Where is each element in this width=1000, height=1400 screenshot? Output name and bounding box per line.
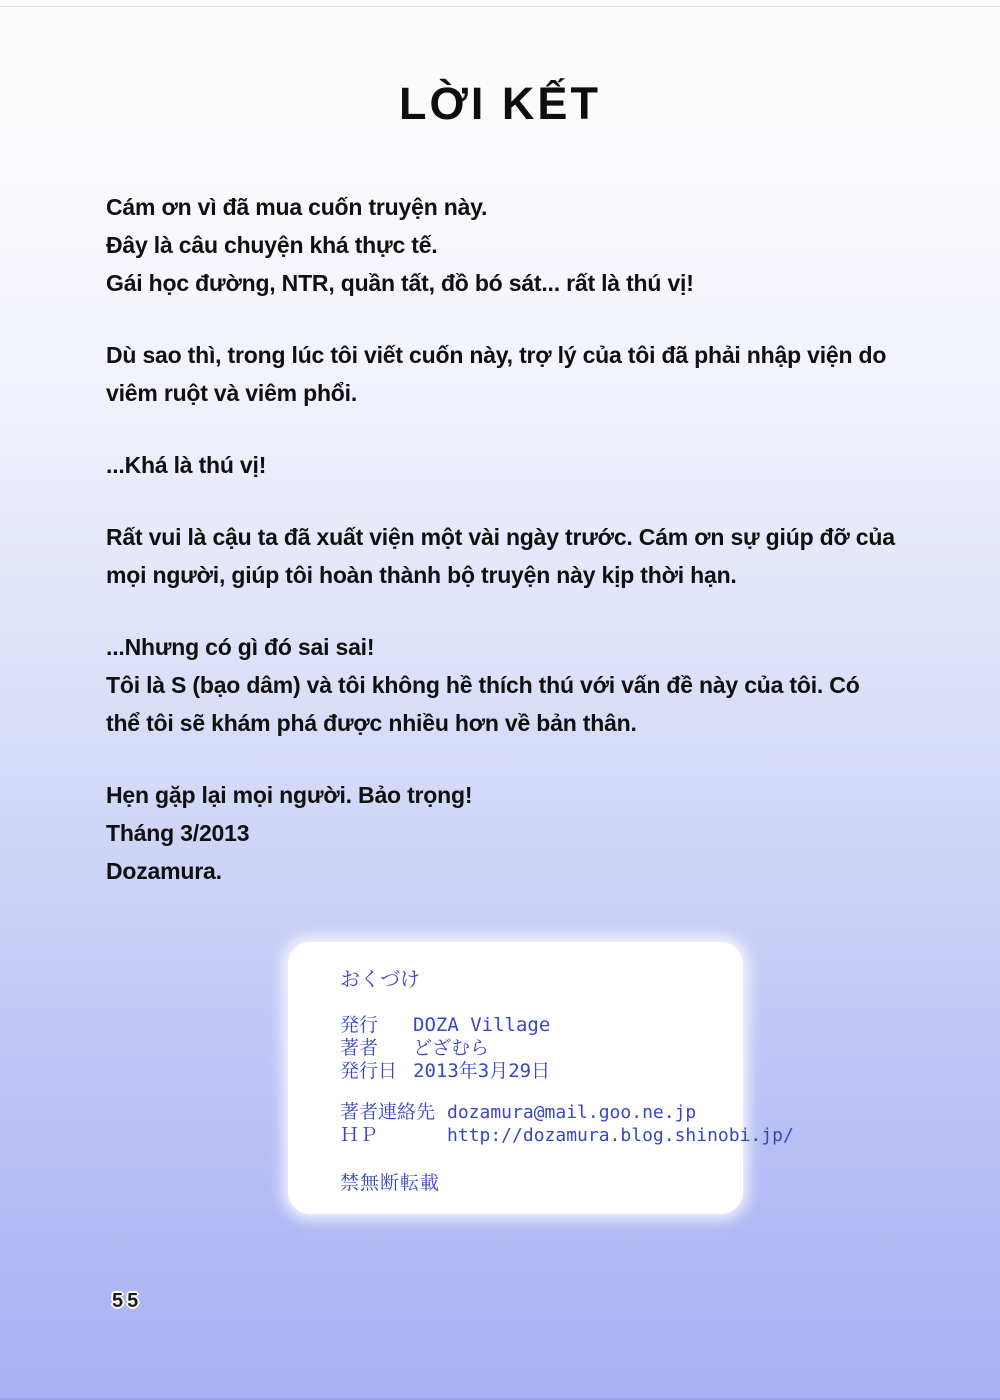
text-line: Rất vui là cậu ta đã xuất viện một vài ngày trước. Cám ơn sự giúp đỡ của — [106, 524, 895, 550]
text-line: mọi người, giúp tôi hoàn thành bộ truyện này kịp thời hạn. — [106, 562, 737, 588]
top-edge-line — [0, 6, 1000, 7]
paragraph-confession — [106, 628, 936, 742]
publish-date-row — [340, 1060, 725, 1083]
afterword-text — [106, 188, 936, 890]
text-line: Cám ơn vì đã mua cuốn truyện này. — [106, 194, 488, 220]
contact-email-row — [340, 1101, 725, 1124]
publisher-value: DOZA Village — [413, 1014, 551, 1036]
text-line: ...Khá là thú vị! — [106, 452, 267, 478]
publish-date-label: 発行日 — [340, 1060, 398, 1082]
contact-email-value: dozamura@mail.goo.ne.jp — [447, 1102, 697, 1123]
contact-email-label: 著者連絡先 — [340, 1101, 436, 1123]
text-line: thể tôi sẽ khám phá được nhiều hơn về bản thân. — [106, 710, 637, 736]
author-label: 著者 — [340, 1037, 379, 1059]
paragraph-recovery — [106, 518, 936, 594]
author-value: どざむら — [413, 1037, 490, 1059]
no-reproduction-notice: 禁無断転載 — [340, 1172, 441, 1194]
text-line: viêm ruột và viêm phổi. — [106, 380, 358, 406]
text-line: Tháng 3/2013 — [106, 820, 250, 846]
homepage-url-value: http://dozamura.blog.shinobi.jp/ — [447, 1125, 794, 1146]
paragraph-signoff — [106, 776, 936, 890]
paragraph-thanks — [106, 188, 936, 302]
publisher-label: 発行 — [340, 1014, 379, 1036]
publisher-row — [340, 1014, 725, 1037]
author-row — [340, 1037, 725, 1060]
text-line: Tôi là S (bạo dâm) và tôi không hề thích thú với vấn đề này của tôi. Có — [106, 672, 860, 698]
page-number: 55 — [112, 1290, 143, 1312]
publish-date-value: 2013年3月29日 — [413, 1060, 551, 1082]
text-line: ...Nhưng có gì đó sai sai! — [106, 634, 375, 660]
homepage-row — [340, 1124, 794, 1147]
paragraph-assistant — [106, 336, 936, 412]
text-line: Đây là câu chuyện khá thực tế. — [106, 232, 438, 258]
author-name-line: Dozamura. — [106, 858, 222, 884]
text-line: Dù sao thì, trong lúc tôi viết cuốn này, trợ lý của tôi đã phải nhập viện do — [106, 342, 887, 368]
text-line: Hẹn gặp lại mọi người. Bảo trọng! — [106, 782, 473, 808]
homepage-label: ＨＰ — [340, 1124, 379, 1146]
publication-info-group — [340, 1014, 725, 1083]
page-title: LỜI KẾT — [399, 78, 601, 129]
colophon-heading: おくづけ — [340, 967, 420, 991]
contact-info-group — [340, 1101, 794, 1147]
text-line: Gái học đường, NTR, quần tất, đồ bó sát... rất là thú vị! — [106, 270, 694, 296]
paragraph-interesting — [106, 446, 936, 484]
colophon-box — [288, 942, 794, 1214]
